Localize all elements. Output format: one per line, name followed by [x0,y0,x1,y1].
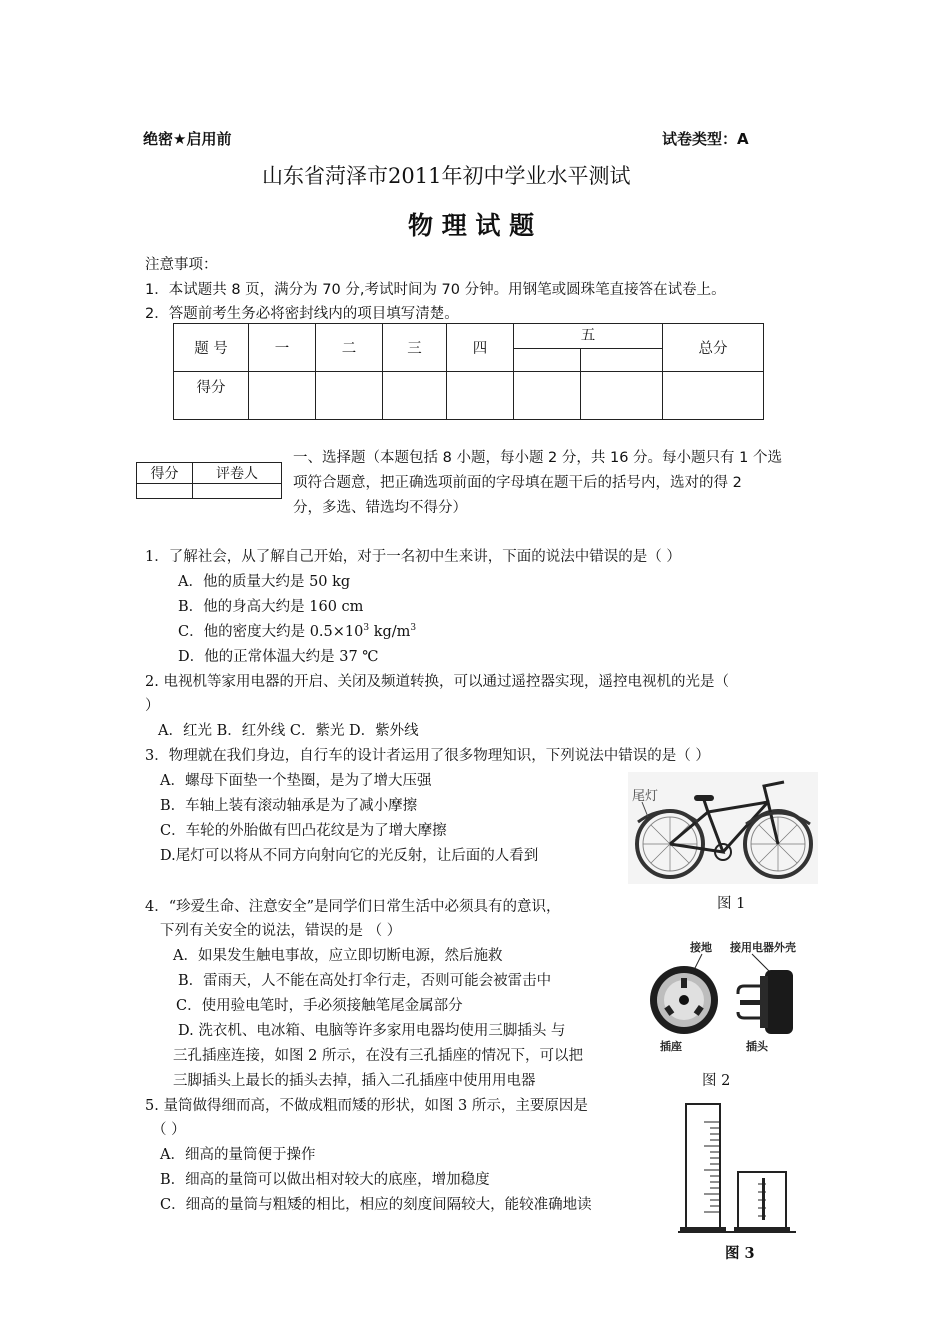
figure3-caption: 图 3 [725,1245,755,1262]
q3-stem: 3．物理就在我们身边，自行车的设计者运用了很多物理知识，下列说法中错误的是（ ） [145,748,710,764]
plug-label: 插头 [746,1040,768,1053]
q4-stem-line1: 4．“珍爱生命、注意安全”是同学们日常生活中必须具有的意识， [145,899,561,915]
grader-box [136,462,282,499]
grader-score-cell[interactable] [137,484,193,499]
socket-plug-figure [640,934,815,1064]
note-item-2: 2．答题前考生务必将密封线内的项目填写清楚。 [145,306,459,322]
bicycle-taillight-label: 尾灯 [632,789,659,804]
q3-option-a: A．螺母下面垫一个垫圈，是为了增大压强 [160,773,432,789]
q5-stem-line2: （ ） [152,1122,186,1138]
q5-stem-line1: 5. 量筒做得细而高，不做成粗而矮的形状，如图 3 所示，主要原因是 [145,1098,588,1114]
plug-shell-label: 接用电器外壳 [730,941,796,954]
q3-option-c: C．车轮的外胎做有凹凸花纹是为了增大摩擦 [160,823,447,839]
score-cell[interactable] [514,372,581,420]
bicycle-figure [628,772,818,884]
q1-option-a: A．他的质量大约是 50 kg [178,574,351,590]
grader-score-label: 得分 [137,463,193,484]
exam-title: 山东省菏泽市2011年初中学业水平测试 [262,164,631,188]
q1-option-c: C．他的密度大约是 $0.5\times 10^3$ $kg/m^3$ [178,623,417,640]
score-cell[interactable] [383,372,447,420]
q3-option-b: B．车轴上装有滚动轴承是为了减小摩擦 [160,798,418,814]
score-cell[interactable] [316,372,383,420]
grader-name-cell[interactable] [193,484,282,499]
notes-heading: 注意事项： [145,257,218,273]
section1-line3: 分，多选、错选均不得分） [293,500,467,516]
subject-title: 物 理 试 题 [408,211,535,240]
section1-line2: 项符合题意，把正确选项前面的字母填在题干后的括号内，选对的得 2 [293,475,742,491]
score-table-col-4: 四 [447,324,514,372]
section1-line1: 一、选择题（本题包括 8 小题，每小题 2 分，共 16 分。每小题只有 1 个选 [293,450,782,466]
grader-name-label: 评卷人 [193,463,282,484]
score-table-col-2: 二 [316,324,383,372]
note-item-1: 1．本试题共 8 页，满分为 70 分,考试时间为 70 分钟。用钢笔或圆珠笔直接答在试卷上。 [145,282,726,298]
score-cell[interactable] [447,372,514,420]
q4-option-a: A．如果发生触电事故，应立即切断电源，然后施救 [173,948,503,964]
q4-option-c: C．使用验电笔时，手必须接触笔尾金属部分 [176,998,463,1014]
score-cell-total[interactable] [663,372,764,420]
score-table-col-1: 一 [249,324,316,372]
q4-option-d-line3: 三脚插头上最长的插头去掉，插入二孔插座中使用用电器 [173,1073,536,1089]
measuring-cylinders-figure [678,1100,798,1238]
score-table [173,323,764,420]
score-table-col-5: 五 [514,324,663,372]
q1-option-d: D．他的正常体温大约是 37 ℃ [178,649,379,665]
paper-type-label: 试卷类型：A [662,130,749,148]
score-cell[interactable] [581,372,663,420]
q4-option-d-line2: 三孔插座连接，如图 2 所示，在没有三孔插座的情况下，可以把 [173,1048,583,1064]
q5-option-b: B．细高的量筒可以做出相对较大的底座，增加稳度 [160,1172,490,1188]
score-table-col-3: 三 [383,324,447,372]
q5-option-c: C．细高的量筒与粗矮的相比，相应的刻度间隔较大，能较准确地读 [160,1197,592,1213]
q4-option-d-line1: D. 洗衣机、电冰箱、电脑等许多家用电器均使用三脚插头 与 [178,1023,566,1039]
figure1-caption: 图 1 [717,896,746,912]
q3-option-d: D.尾灯可以将从不同方向射向它的光反射，让后面的人看到 [160,848,539,864]
q2-stem: 2. 电视机等家用电器的开启、关闭及频道转换，可以通过遥控器实现，遥控电视机的光是（ [145,674,729,690]
figure2-caption: 图 2 [702,1073,731,1089]
q5-option-a: A．细高的量筒便于操作 [160,1147,316,1163]
score-table-score-label: 得分 [174,372,249,420]
secret-label: 绝密★启用前 [143,130,232,148]
q4-option-b: B．雷雨天，人不能在高处打伞行走，否则可能会被雷击中 [178,973,552,989]
q1-stem: 1．了解社会，从了解自己开始，对于一名初中生来讲，下面的说法中错误的是（ ） [145,549,681,565]
q2-options: A．红光 B．红外线 C．紫光 D．紫外线 [158,723,419,739]
socket-ground-label: 接地 [690,941,712,954]
q4-stem-line2: 下列有关安全的说法，错误的是 （ ） [160,923,402,939]
q2-stem-end: ） [145,698,160,714]
q1-option-b: B．他的身高大约是 160 cm [178,599,364,615]
score-cell[interactable] [249,372,316,420]
score-table-col-total: 总分 [663,324,764,372]
socket-label: 插座 [660,1040,682,1053]
score-table-header-label: 题 号 [174,324,249,372]
